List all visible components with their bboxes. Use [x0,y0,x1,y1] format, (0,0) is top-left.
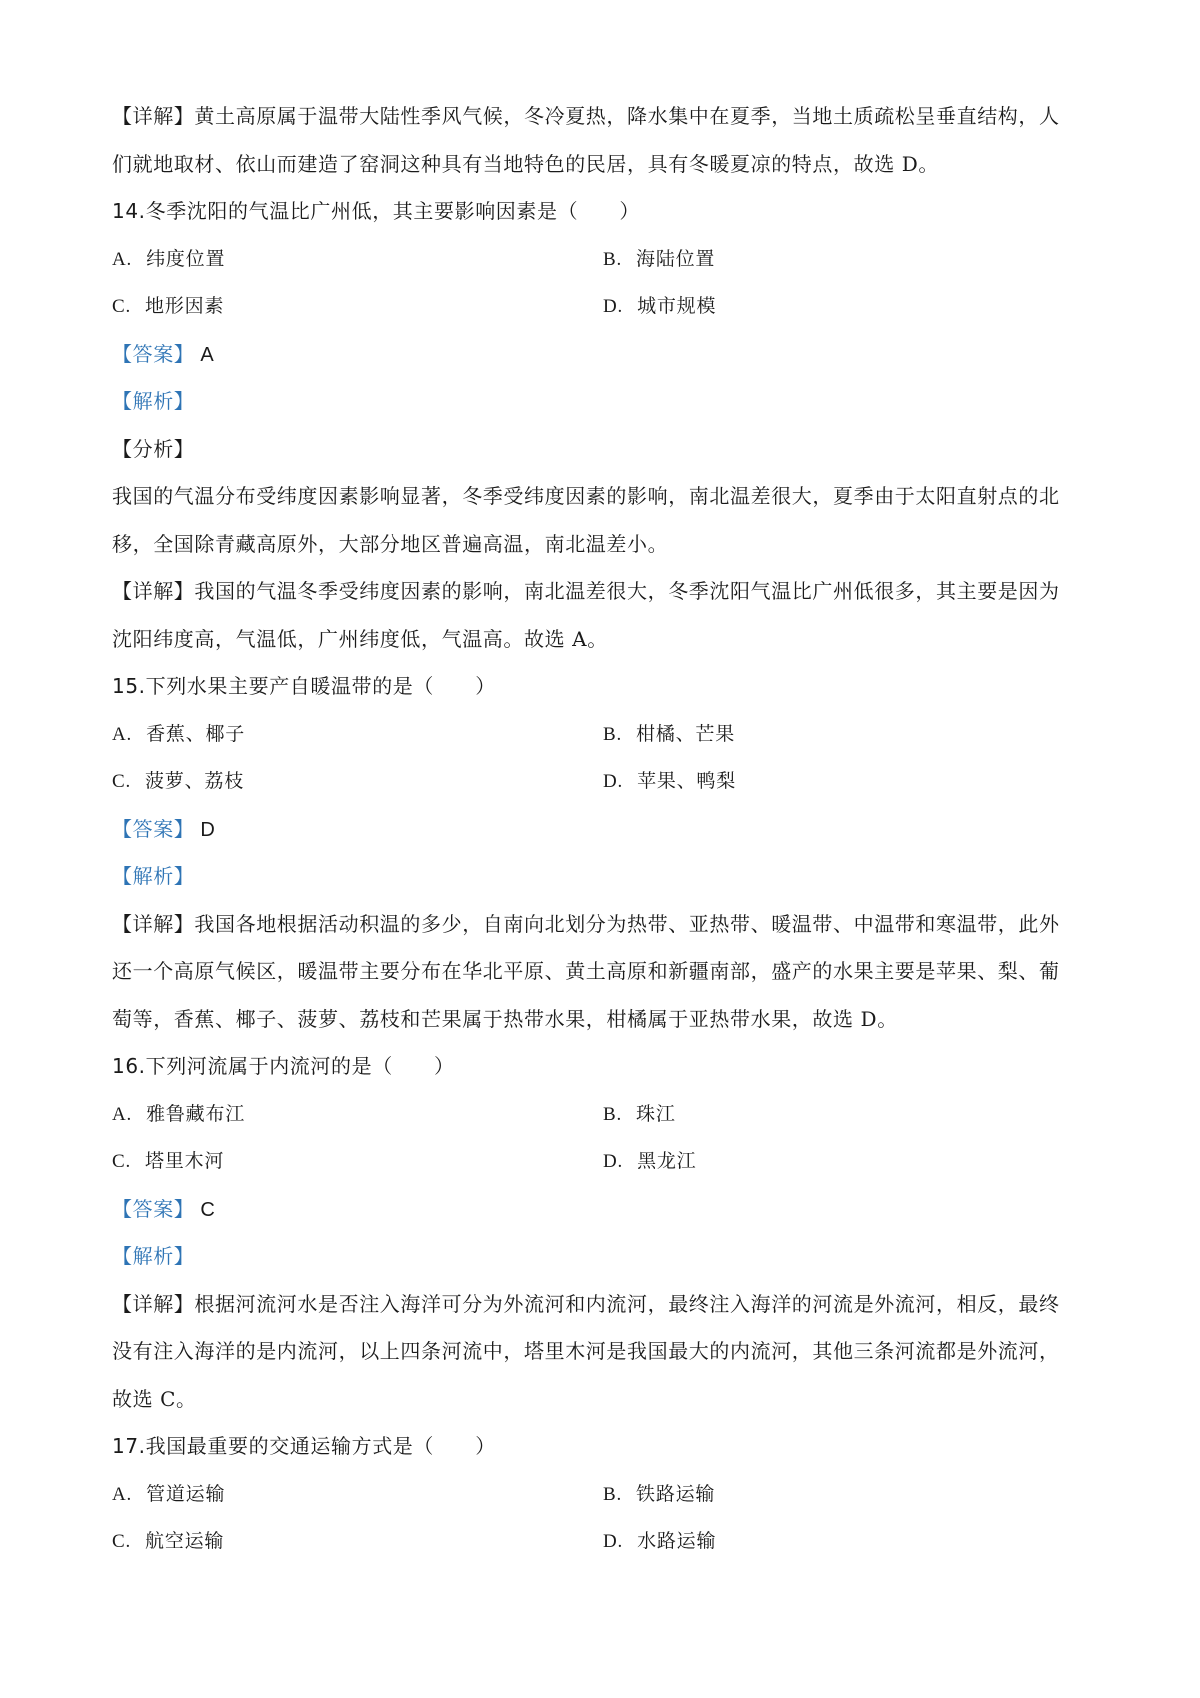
q15-detail-line-1: 【详解】我国各地根据活动积温的多少，自南向北划分为热带、亚热带、暖温带、中温带和寒温带，此外 [112,912,1060,936]
q15-option-b [603,720,735,749]
option-key: D. [603,1151,624,1172]
option-key: D. [603,296,624,317]
q17-option-c [112,1527,224,1556]
option-key: C. [112,771,132,792]
q15-option-c [112,767,244,796]
q15-detail-line-3: 萄等，香蕉、椰子、菠萝、荔枝和芒果属于热带水果，柑橘属于亚热带水果，故选 D。 [112,1007,898,1031]
option-key: C. [112,1531,132,1552]
q14-answer [112,340,1102,369]
option-text: 地形因素 [145,295,225,317]
option-text: 塔里木河 [145,1150,225,1172]
q13-detail-line-1: 【详解】黄土高原属于温带大陆性季风气候，冬冷夏热，降水集中在夏季，当地土质疏松呈垂直结构，人 [112,104,1060,128]
q16-analysis-label: 【解析】 [112,1244,195,1268]
q16-option-d [603,1147,696,1176]
q15-option-a [112,720,245,749]
q16-option-a [112,1100,245,1129]
option-text: 黑龙江 [637,1150,697,1172]
q16-question: 16.下列河流属于内流河的是（ ） [112,1054,455,1078]
answer-label: 【答案】 [112,342,195,366]
answer-value: A [200,344,215,366]
q14-fenxi-label: 【分析】 [112,437,195,461]
q16-detail-line-1: 【详解】根据河流河水是否注入海洋可分为外流河和内流河，最终注入海洋的河流是外流河，相反，最终 [112,1292,1060,1316]
q16-detail-line-2: 没有注入海洋的是内流河，以上四条河流中，塔里木河是我国最大的内流河，其他三条河流都是外流河， [112,1339,1060,1363]
option-text: 水路运输 [637,1530,717,1552]
option-text: 珠江 [636,1103,676,1125]
option-text: 菠萝、荔枝 [145,770,245,792]
q15-question: 15.下列水果主要产自暖温带的是（ ） [112,674,496,698]
option-key: B. [603,724,623,745]
q15-answer [112,815,1102,844]
option-key: A. [112,1104,133,1125]
option-key: A. [112,249,133,270]
q17-option-b [603,1480,715,1509]
q14-option-c [112,292,224,321]
q16-option-c [112,1147,224,1176]
q17-option-a [112,1480,225,1509]
answer-value: D [200,819,216,841]
option-key: B. [603,1104,623,1125]
option-key: A. [112,1484,133,1505]
option-key: D. [603,771,624,792]
option-text: 柑橘、芒果 [636,723,736,745]
option-text: 苹果、鸭梨 [637,770,737,792]
answer-label: 【答案】 [112,1197,195,1221]
option-text: 海陆位置 [636,248,716,270]
q14-detail-line-1: 【详解】我国的气温冬季受纬度因素的影响，南北温差很大，冬季沈阳气温比广州低很多，其主要是因为 [112,579,1060,603]
answer-value: C [200,1199,216,1221]
q15-detail-line-2: 还一个高原气候区，暖温带主要分布在华北平原、黄土高原和新疆南部，盛产的水果主要是苹果、梨、葡 [112,959,1060,983]
option-key: C. [112,296,132,317]
option-text: 铁路运输 [636,1483,716,1505]
option-key: D. [603,1531,624,1552]
option-text: 管道运输 [146,1483,226,1505]
q17-question: 17.我国最重要的交通运输方式是（ ） [112,1434,496,1458]
q14-option-b [603,245,715,274]
option-text: 航空运输 [145,1530,225,1552]
q14-question: 14.冬季沈阳的气温比广州低，其主要影响因素是（ ） [112,199,641,223]
option-text: 香蕉、椰子 [146,723,246,745]
option-key: A. [112,724,133,745]
answer-label: 【答案】 [112,817,195,841]
q17-option-d [603,1527,716,1556]
option-text: 雅鲁藏布江 [146,1103,246,1125]
q14-fenxi-line-2: 移，全国除青藏高原外，大部分地区普遍高温，南北温差小。 [112,532,669,556]
q13-detail-line-2: 们就地取材、依山而建造了窑洞这种具有当地特色的民居，具有冬暖夏凉的特点，故选 D。 [112,152,939,176]
q16-answer [112,1195,1102,1224]
q14-analysis-label: 【解析】 [112,389,195,413]
q15-option-d [603,767,736,796]
q14-detail-line-2: 沈阳纬度高，气温低，广州纬度低，气温高。故选 A。 [112,627,608,651]
q14-option-d [603,292,716,321]
option-key: B. [603,249,623,270]
q16-option-b [603,1100,676,1129]
option-text: 城市规模 [637,295,717,317]
option-text: 纬度位置 [146,248,226,270]
option-key: C. [112,1151,132,1172]
q15-analysis-label: 【解析】 [112,864,195,888]
option-key: B. [603,1484,623,1505]
q14-option-a [112,245,225,274]
q16-detail-line-3: 故选 C。 [112,1387,197,1411]
q14-fenxi-line-1: 我国的气温分布受纬度因素影响显著，冬季受纬度因素的影响，南北温差很大，夏季由于太阳直射点的北 [112,484,1060,508]
